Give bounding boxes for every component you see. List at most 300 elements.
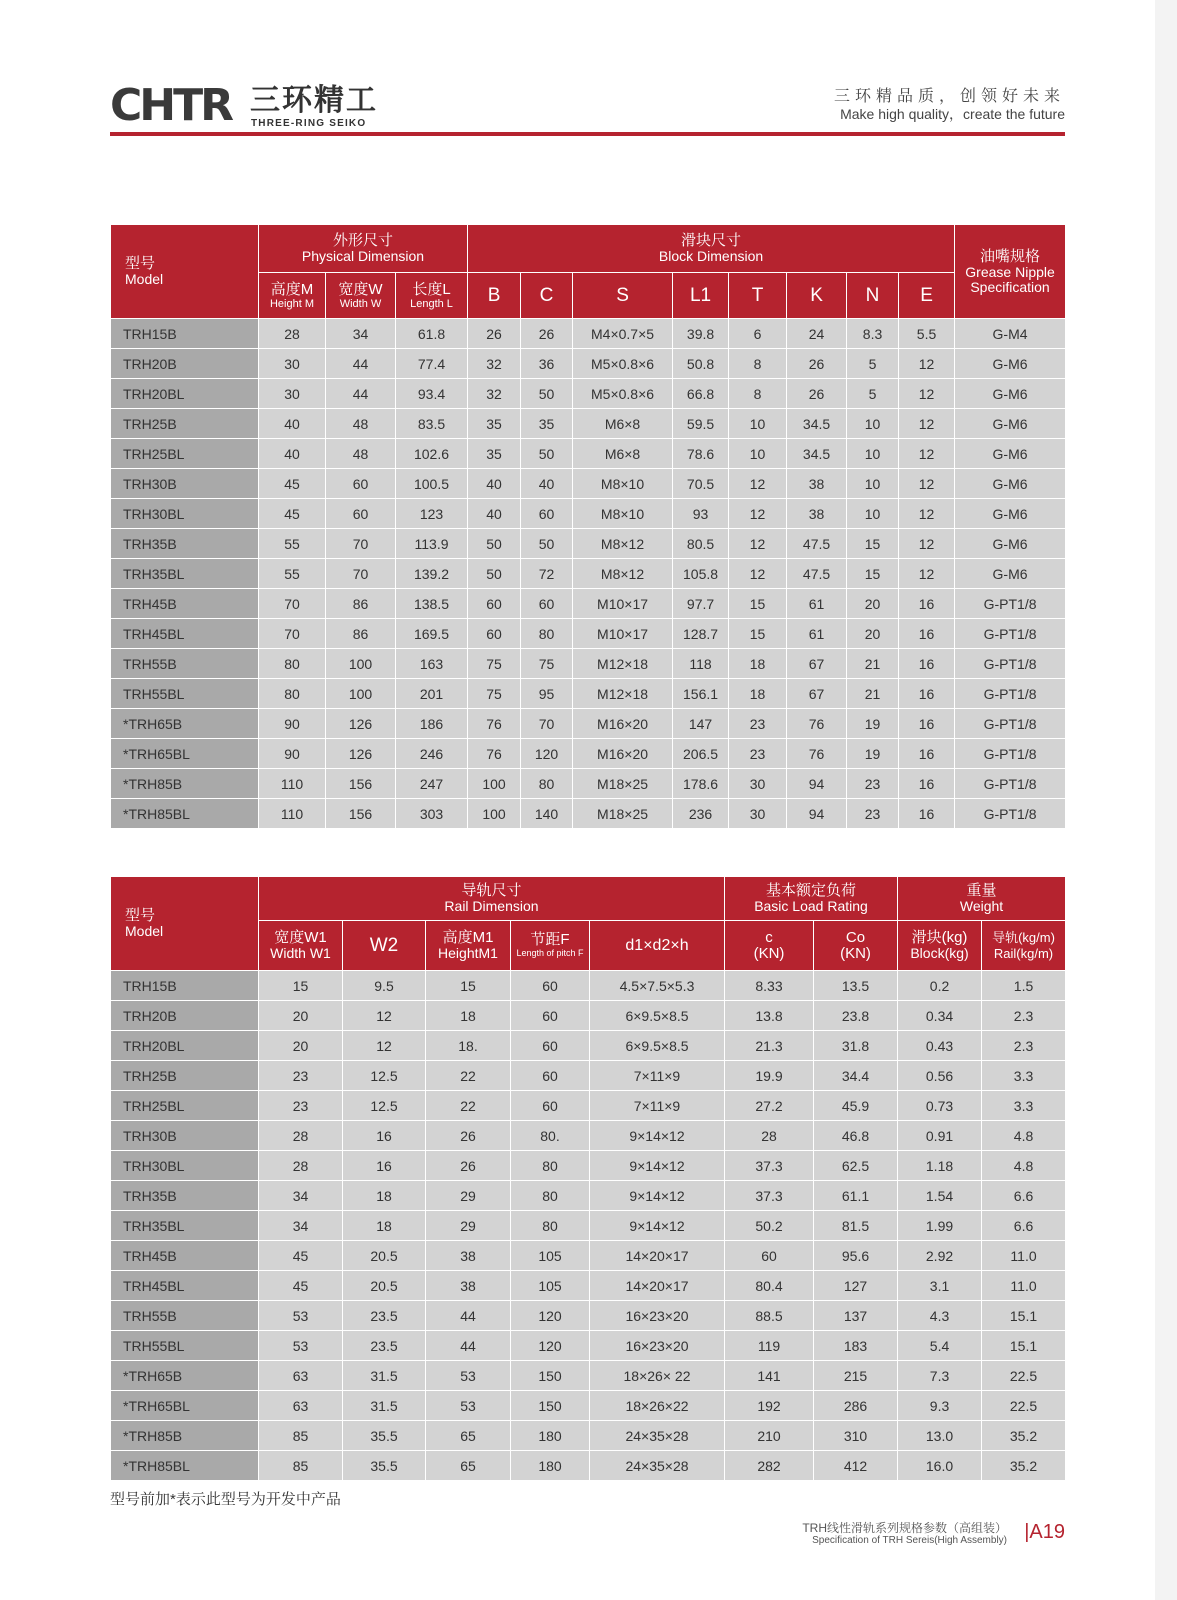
- value-cell: 286: [814, 1391, 898, 1421]
- value-cell: 94: [787, 799, 847, 829]
- value-cell: 11.0: [982, 1241, 1066, 1271]
- value-cell: G-M6: [955, 349, 1066, 379]
- value-cell: 53: [259, 1301, 343, 1331]
- value-cell: 80: [511, 1151, 590, 1181]
- load-rating-header: [725, 877, 898, 921]
- model-cell: TRH45BL: [111, 619, 259, 649]
- value-cell: 23: [847, 799, 899, 829]
- value-cell: 81.5: [814, 1211, 898, 1241]
- value-cell: 18: [729, 649, 787, 679]
- value-cell: 15: [426, 971, 511, 1001]
- value-cell: 303: [396, 799, 468, 829]
- logo-mark: CHTR: [110, 80, 232, 131]
- value-cell: 8: [729, 379, 787, 409]
- value-cell: 10: [729, 409, 787, 439]
- value-cell: 120: [521, 739, 573, 769]
- model-cell: TRH30B: [111, 469, 259, 499]
- value-cell: 26: [521, 319, 573, 349]
- table-row: [111, 799, 1066, 829]
- value-cell: 11.0: [982, 1271, 1066, 1301]
- model-cell: *TRH85BL: [111, 799, 259, 829]
- value-cell: 12: [343, 1031, 426, 1061]
- value-cell: 75: [521, 649, 573, 679]
- value-cell: 60: [468, 589, 521, 619]
- l1-header: L1: [673, 273, 729, 319]
- value-cell: M5×0.8×6: [573, 349, 673, 379]
- value-cell: M8×10: [573, 469, 673, 499]
- value-cell: 26: [787, 379, 847, 409]
- value-cell: 9.5: [343, 971, 426, 1001]
- width-header: [326, 273, 396, 319]
- value-cell: 5.5: [899, 319, 955, 349]
- w1-header-cn: 宽度W1: [274, 929, 327, 946]
- w1-header: [259, 921, 343, 971]
- length-header-cn: 长度L: [412, 280, 451, 298]
- value-cell: 18: [343, 1181, 426, 1211]
- value-cell: 70: [326, 559, 396, 589]
- value-cell: 38: [426, 1241, 511, 1271]
- value-cell: 78.6: [673, 439, 729, 469]
- rail-weight-header: [982, 921, 1066, 971]
- value-cell: 97.7: [673, 589, 729, 619]
- value-cell: 45: [259, 499, 326, 529]
- value-cell: 128.7: [673, 619, 729, 649]
- value-cell: 85: [259, 1421, 343, 1451]
- model-cell: *TRH65BL: [111, 739, 259, 769]
- model-cell: TRH20B: [111, 1001, 259, 1031]
- value-cell: 0.56: [898, 1061, 982, 1091]
- value-cell: 60: [521, 589, 573, 619]
- table-row: [111, 439, 1066, 469]
- value-cell: 45: [259, 1271, 343, 1301]
- value-cell: 67: [787, 679, 847, 709]
- value-cell: 50: [521, 529, 573, 559]
- model-cell: TRH55B: [111, 649, 259, 679]
- rail-header-en: Rail Dimension: [444, 898, 539, 914]
- value-cell: 34.5: [787, 409, 847, 439]
- value-cell: 90: [259, 739, 326, 769]
- w2-header: W2: [343, 921, 426, 971]
- table-row: [111, 1421, 1066, 1451]
- value-cell: 80.5: [673, 529, 729, 559]
- value-cell: 59.5: [673, 409, 729, 439]
- value-cell: 28: [725, 1121, 814, 1151]
- value-cell: 206.5: [673, 739, 729, 769]
- value-cell: 10: [729, 439, 787, 469]
- footer-title-en: Specification of TRH Sereis(High Assembly): [812, 1535, 1007, 1546]
- value-cell: 118: [673, 649, 729, 679]
- value-cell: 28: [259, 1151, 343, 1181]
- value-cell: G-PT1/8: [955, 739, 1066, 769]
- value-cell: 34.4: [814, 1061, 898, 1091]
- value-cell: 9.3: [898, 1391, 982, 1421]
- value-cell: 18: [426, 1001, 511, 1031]
- value-cell: 26: [426, 1121, 511, 1151]
- value-cell: 20: [847, 589, 899, 619]
- value-cell: 156.1: [673, 679, 729, 709]
- value-cell: 23.8: [814, 1001, 898, 1031]
- value-cell: 34: [259, 1211, 343, 1241]
- value-cell: G-PT1/8: [955, 709, 1066, 739]
- table-row: [111, 469, 1066, 499]
- value-cell: 102.6: [396, 439, 468, 469]
- value-cell: 23: [259, 1061, 343, 1091]
- value-cell: 8: [729, 349, 787, 379]
- model-cell: *TRH85B: [111, 769, 259, 799]
- value-cell: 6×9.5×8.5: [590, 1031, 725, 1061]
- height-header-cn: 高度M: [270, 280, 314, 298]
- value-cell: 139.2: [396, 559, 468, 589]
- pitch-header-cn: 节距F: [530, 931, 570, 948]
- value-cell: M16×20: [573, 709, 673, 739]
- value-cell: 26: [787, 349, 847, 379]
- value-cell: 163: [396, 649, 468, 679]
- value-cell: 16: [899, 589, 955, 619]
- m1-header-cn: 高度M1: [442, 929, 494, 946]
- value-cell: M8×12: [573, 559, 673, 589]
- value-cell: 47.5: [787, 559, 847, 589]
- value-cell: 12: [899, 529, 955, 559]
- weight-header-en: Weight: [959, 898, 1004, 914]
- value-cell: 93.4: [396, 379, 468, 409]
- footer-title: [802, 1522, 1007, 1546]
- value-cell: 75: [468, 679, 521, 709]
- value-cell: 4.8: [982, 1151, 1066, 1181]
- brand-name-en: THREE-RING SEIKO: [251, 118, 367, 129]
- table-row: [111, 1121, 1066, 1151]
- value-cell: 53: [259, 1331, 343, 1361]
- value-cell: 18: [343, 1211, 426, 1241]
- value-cell: 0.43: [898, 1031, 982, 1061]
- weight-header: [898, 877, 1066, 921]
- value-cell: 16: [899, 649, 955, 679]
- model-cell: TRH45B: [111, 1241, 259, 1271]
- value-cell: 40: [259, 409, 326, 439]
- value-cell: 30: [729, 769, 787, 799]
- value-cell: 34.5: [787, 439, 847, 469]
- value-cell: 12.5: [343, 1061, 426, 1091]
- value-cell: 16: [899, 739, 955, 769]
- table-row: [111, 1241, 1066, 1271]
- value-cell: 100: [468, 799, 521, 829]
- value-cell: 35.5: [343, 1421, 426, 1451]
- value-cell: 12: [899, 409, 955, 439]
- value-cell: 66.8: [673, 379, 729, 409]
- value-cell: 412: [814, 1451, 898, 1481]
- table-row: [111, 1451, 1066, 1481]
- value-cell: 32: [468, 379, 521, 409]
- value-cell: G-PT1/8: [955, 799, 1066, 829]
- value-cell: 6.6: [982, 1211, 1066, 1241]
- value-cell: 37.3: [725, 1151, 814, 1181]
- table-row: [111, 1061, 1066, 1091]
- value-cell: 23.5: [343, 1331, 426, 1361]
- value-cell: 15: [847, 529, 899, 559]
- table-row: [111, 1151, 1066, 1181]
- value-cell: 67: [787, 649, 847, 679]
- value-cell: 80: [521, 619, 573, 649]
- value-cell: 31.8: [814, 1031, 898, 1061]
- table-row: [111, 589, 1066, 619]
- value-cell: 12: [899, 379, 955, 409]
- value-cell: 15.1: [982, 1301, 1066, 1331]
- value-cell: 22.5: [982, 1391, 1066, 1421]
- value-cell: 156: [326, 769, 396, 799]
- value-cell: 60: [511, 1001, 590, 1031]
- value-cell: M4×0.7×5: [573, 319, 673, 349]
- slogan-cn: 三环精品质，创领好未来: [833, 88, 1065, 105]
- value-cell: 35: [468, 439, 521, 469]
- table-row: [111, 619, 1066, 649]
- value-cell: 127: [814, 1271, 898, 1301]
- value-cell: 246: [396, 739, 468, 769]
- value-cell: 44: [426, 1331, 511, 1361]
- value-cell: 63: [259, 1361, 343, 1391]
- load-header-cn: 基本额定负荷: [766, 882, 857, 899]
- co-load-header-unit: (KN): [840, 944, 871, 962]
- c-load-header-unit: (KN): [753, 944, 785, 962]
- model-cell: *TRH85B: [111, 1421, 259, 1451]
- value-cell: 12: [899, 349, 955, 379]
- value-cell: 60: [521, 499, 573, 529]
- value-cell: 20: [847, 619, 899, 649]
- value-cell: 137: [814, 1301, 898, 1331]
- load-header-en: Basic Load Rating: [754, 898, 868, 914]
- value-cell: 215: [814, 1361, 898, 1391]
- value-cell: 35: [521, 409, 573, 439]
- value-cell: 76: [787, 709, 847, 739]
- value-cell: 61: [787, 589, 847, 619]
- value-cell: 60: [326, 499, 396, 529]
- model-cell: TRH20BL: [111, 1031, 259, 1061]
- value-cell: 1.99: [898, 1211, 982, 1241]
- value-cell: 5: [847, 379, 899, 409]
- value-cell: 10: [847, 499, 899, 529]
- value-cell: 15: [729, 589, 787, 619]
- table-row: [111, 1331, 1066, 1361]
- value-cell: G-M6: [955, 559, 1066, 589]
- value-cell: 28: [259, 1121, 343, 1151]
- value-cell: 31.5: [343, 1391, 426, 1421]
- value-cell: M6×8: [573, 439, 673, 469]
- value-cell: 9×14×12: [590, 1211, 725, 1241]
- value-cell: 6.6: [982, 1181, 1066, 1211]
- value-cell: 12: [899, 559, 955, 589]
- page-number-text: A19: [1029, 1521, 1065, 1543]
- physical-header-en: Physical Dimension: [301, 248, 425, 264]
- value-cell: 0.34: [898, 1001, 982, 1031]
- value-cell: 38: [787, 469, 847, 499]
- value-cell: 126: [326, 739, 396, 769]
- bolt-hole-header: d1×d2×h: [590, 921, 725, 971]
- value-cell: 236: [673, 799, 729, 829]
- value-cell: 70: [326, 529, 396, 559]
- value-cell: 60: [725, 1241, 814, 1271]
- value-cell: 48: [326, 409, 396, 439]
- table-row: [111, 1271, 1066, 1301]
- value-cell: G-M6: [955, 529, 1066, 559]
- value-cell: 14×20×17: [590, 1241, 725, 1271]
- e-header: E: [899, 273, 955, 319]
- value-cell: 20.5: [343, 1241, 426, 1271]
- value-cell: 310: [814, 1421, 898, 1451]
- value-cell: 0.2: [898, 971, 982, 1001]
- model-cell: TRH35B: [111, 529, 259, 559]
- value-cell: 23.5: [343, 1301, 426, 1331]
- value-cell: 201: [396, 679, 468, 709]
- value-cell: 9×14×12: [590, 1151, 725, 1181]
- model-header-2-cn: 型号: [125, 907, 156, 924]
- value-cell: 141: [725, 1361, 814, 1391]
- value-cell: 4.3: [898, 1301, 982, 1331]
- table-row: [111, 499, 1066, 529]
- table-row: [111, 409, 1066, 439]
- value-cell: 85: [259, 1451, 343, 1481]
- model-header-en: Model: [125, 271, 164, 287]
- t-header: T: [729, 273, 787, 319]
- value-cell: 12: [343, 1001, 426, 1031]
- value-cell: G-PT1/8: [955, 619, 1066, 649]
- value-cell: 27.2: [725, 1091, 814, 1121]
- block-weight-header-en: Block(kg): [910, 945, 969, 961]
- table-row: [111, 1091, 1066, 1121]
- value-cell: 2.3: [982, 1001, 1066, 1031]
- model-cell: TRH45B: [111, 589, 259, 619]
- value-cell: 100: [326, 649, 396, 679]
- value-cell: 210: [725, 1421, 814, 1451]
- k-header: K: [787, 273, 847, 319]
- rail-header-cn: 导轨尺寸: [461, 882, 522, 899]
- value-cell: 44: [326, 379, 396, 409]
- rail-weight-header-en: Rail(kg/m): [993, 945, 1054, 961]
- value-cell: 8.33: [725, 971, 814, 1001]
- value-cell: 3.3: [982, 1091, 1066, 1121]
- value-cell: 22: [426, 1091, 511, 1121]
- block-weight-header-cn: 滑块(kg): [911, 929, 968, 946]
- value-cell: 76: [468, 709, 521, 739]
- brand-name-cn: 三环精工: [250, 84, 378, 117]
- model-cell: *TRH65B: [111, 709, 259, 739]
- co-load-header-top: Co: [845, 928, 866, 946]
- value-cell: 105.8: [673, 559, 729, 589]
- development-note: 型号前加*表示此型号为开发中产品: [110, 1491, 341, 1508]
- value-cell: 63: [259, 1391, 343, 1421]
- table-row: [111, 971, 1066, 1001]
- value-cell: 13.5: [814, 971, 898, 1001]
- value-cell: 24×35×28: [590, 1451, 725, 1481]
- value-cell: 30: [259, 349, 326, 379]
- value-cell: 35.5: [343, 1451, 426, 1481]
- value-cell: 61.1: [814, 1181, 898, 1211]
- value-cell: 23: [729, 709, 787, 739]
- table-row: [111, 769, 1066, 799]
- table-row: [111, 319, 1066, 349]
- value-cell: 29: [426, 1181, 511, 1211]
- co-load-header: [814, 921, 898, 971]
- table-row: [111, 1361, 1066, 1391]
- value-cell: 45.9: [814, 1091, 898, 1121]
- weight-header-cn: 重量: [966, 882, 997, 899]
- value-cell: 45: [259, 1241, 343, 1271]
- value-cell: 2.92: [898, 1241, 982, 1271]
- value-cell: 13.0: [898, 1421, 982, 1451]
- value-cell: 20: [259, 1031, 343, 1061]
- value-cell: 15: [259, 971, 343, 1001]
- value-cell: 65: [426, 1421, 511, 1451]
- value-cell: 13.8: [725, 1001, 814, 1031]
- table-row: [111, 709, 1066, 739]
- value-cell: 34: [259, 1181, 343, 1211]
- model-cell: TRH30BL: [111, 499, 259, 529]
- block-dimension-header: [468, 225, 955, 273]
- model-header: [111, 225, 259, 319]
- value-cell: 10: [847, 439, 899, 469]
- value-cell: 7.3: [898, 1361, 982, 1391]
- w1-header-en: Width W1: [270, 945, 331, 961]
- value-cell: 24×35×28: [590, 1421, 725, 1451]
- value-cell: M6×8: [573, 409, 673, 439]
- model-cell: TRH15B: [111, 971, 259, 1001]
- value-cell: 23: [729, 739, 787, 769]
- value-cell: 80: [259, 679, 326, 709]
- value-cell: M10×17: [573, 619, 673, 649]
- value-cell: 12: [899, 469, 955, 499]
- value-cell: 19: [847, 739, 899, 769]
- value-cell: 39.8: [673, 319, 729, 349]
- value-cell: 21: [847, 649, 899, 679]
- value-cell: 16: [343, 1121, 426, 1151]
- value-cell: 77.4: [396, 349, 468, 379]
- value-cell: 150: [511, 1391, 590, 1421]
- value-cell: 60: [326, 469, 396, 499]
- slogan-en: Make high quality，create the future: [840, 106, 1065, 122]
- value-cell: 21: [847, 679, 899, 709]
- value-cell: 3.1: [898, 1271, 982, 1301]
- value-cell: 50: [468, 559, 521, 589]
- model-header-cn: 型号: [125, 255, 156, 272]
- value-cell: 4.5×7.5×5.3: [590, 971, 725, 1001]
- value-cell: 50.8: [673, 349, 729, 379]
- value-cell: 26: [426, 1151, 511, 1181]
- value-cell: 50: [521, 439, 573, 469]
- value-cell: 80.4: [725, 1271, 814, 1301]
- model-cell: TRH30BL: [111, 1151, 259, 1181]
- c-header: C: [521, 273, 573, 319]
- value-cell: 28: [259, 319, 326, 349]
- value-cell: 40: [468, 499, 521, 529]
- model-cell: TRH55BL: [111, 679, 259, 709]
- height-header: [259, 273, 326, 319]
- value-cell: 62.5: [814, 1151, 898, 1181]
- value-cell: 70: [521, 709, 573, 739]
- value-cell: 105: [511, 1241, 590, 1271]
- value-cell: 26: [468, 319, 521, 349]
- table-row: [111, 1031, 1066, 1061]
- model-cell: TRH35BL: [111, 1211, 259, 1241]
- value-cell: 38: [787, 499, 847, 529]
- value-cell: 178.6: [673, 769, 729, 799]
- value-cell: 93: [673, 499, 729, 529]
- value-cell: 29: [426, 1211, 511, 1241]
- value-cell: M12×18: [573, 649, 673, 679]
- value-cell: 3.3: [982, 1061, 1066, 1091]
- rail-dimension-table: [110, 876, 1066, 1481]
- value-cell: 76: [468, 739, 521, 769]
- value-cell: 80.: [511, 1121, 590, 1151]
- value-cell: 50: [521, 379, 573, 409]
- block-header-en: Block Dimension: [658, 248, 764, 264]
- value-cell: 100: [326, 679, 396, 709]
